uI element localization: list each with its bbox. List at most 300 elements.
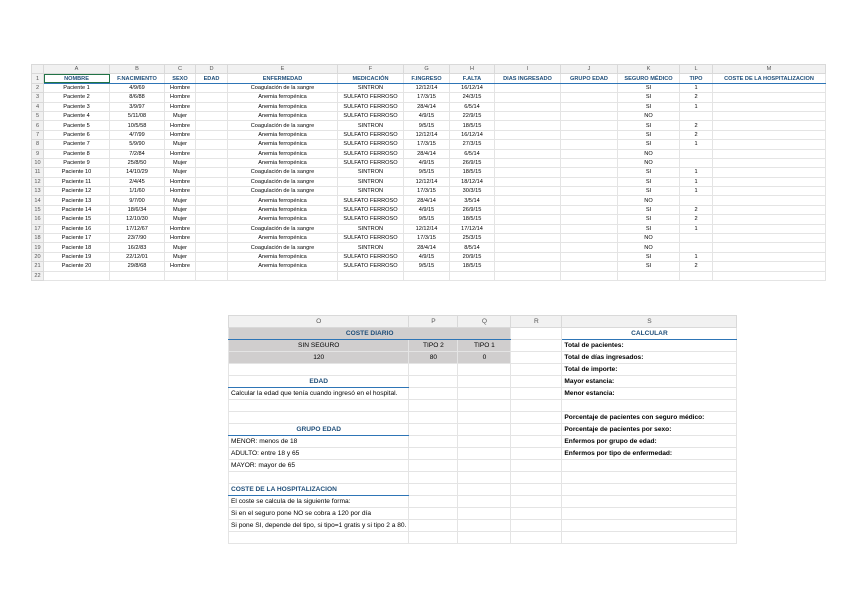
data-cell[interactable] xyxy=(713,93,826,102)
data-cell[interactable] xyxy=(713,196,826,205)
data-cell[interactable] xyxy=(196,205,228,214)
header-cell[interactable]: F.INGRESO xyxy=(404,74,450,83)
empty-cell[interactable] xyxy=(458,412,511,424)
data-cell[interactable]: Paciente 17 xyxy=(44,234,110,243)
data-cell[interactable]: 17/3/15 xyxy=(404,234,450,243)
empty-cell[interactable] xyxy=(409,424,458,436)
data-cell[interactable]: Anemia ferropénica xyxy=(228,111,338,120)
column-header-s[interactable]: S xyxy=(562,316,737,328)
data-cell[interactable] xyxy=(561,271,618,280)
empty-cell[interactable] xyxy=(511,532,562,544)
data-cell[interactable] xyxy=(495,224,561,233)
empty-cell[interactable] xyxy=(458,496,511,508)
data-cell[interactable]: Anemia ferropénica xyxy=(228,196,338,205)
data-cell[interactable]: SI xyxy=(618,83,680,92)
data-cell[interactable]: SI xyxy=(618,177,680,186)
empty-cell[interactable] xyxy=(458,508,511,520)
data-cell[interactable] xyxy=(110,271,165,280)
data-cell[interactable] xyxy=(196,130,228,139)
data-cell[interactable] xyxy=(618,271,680,280)
data-cell[interactable] xyxy=(561,234,618,243)
data-cell[interactable]: 1 xyxy=(680,140,713,149)
column-header-k[interactable]: K xyxy=(618,65,680,74)
column-header-o[interactable]: O xyxy=(229,316,409,328)
data-cell[interactable] xyxy=(495,205,561,214)
data-cell[interactable]: Coagulación de la sangre xyxy=(228,177,338,186)
empty-cell[interactable] xyxy=(458,460,511,472)
row-header[interactable]: 6 xyxy=(32,121,44,130)
empty-cell[interactable] xyxy=(458,472,511,484)
data-cell[interactable]: 25/3/15 xyxy=(450,234,495,243)
empty-cell[interactable] xyxy=(458,376,511,388)
edad-description[interactable]: Calcular la edad que tenía cuando ingresó en el hospital. xyxy=(229,388,409,400)
data-cell[interactable] xyxy=(561,205,618,214)
data-cell[interactable]: SULFATO FERROSO xyxy=(338,205,404,214)
row-header[interactable]: 1 xyxy=(32,74,44,83)
data-cell[interactable] xyxy=(196,262,228,271)
data-cell[interactable]: Hombre xyxy=(165,102,196,111)
data-cell[interactable]: Anemia ferropénica xyxy=(228,234,338,243)
data-cell[interactable] xyxy=(495,215,561,224)
data-cell[interactable] xyxy=(713,187,826,196)
data-cell[interactable]: Anemia ferropénica xyxy=(228,102,338,111)
select-all-corner[interactable] xyxy=(32,65,44,74)
data-cell[interactable] xyxy=(495,158,561,167)
data-cell[interactable] xyxy=(196,243,228,252)
data-cell[interactable] xyxy=(713,158,826,167)
calcular-item[interactable] xyxy=(562,400,737,412)
data-cell[interactable]: 14/10/29 xyxy=(110,168,165,177)
data-cell[interactable]: SULFATO FERROSO xyxy=(338,262,404,271)
data-cell[interactable]: 9/7/00 xyxy=(110,196,165,205)
data-cell[interactable]: Paciente 3 xyxy=(44,102,110,111)
data-cell[interactable]: SINTRON xyxy=(338,177,404,186)
edad-title[interactable]: EDAD xyxy=(229,376,409,388)
empty-cell[interactable] xyxy=(409,412,458,424)
data-cell[interactable] xyxy=(680,158,713,167)
data-cell[interactable]: SULFATO FERROSO xyxy=(338,149,404,158)
data-cell[interactable]: 3/5/14 xyxy=(450,196,495,205)
coste-hospitalizacion-title[interactable]: COSTE DE LA HOSPITALIZACION xyxy=(229,484,409,496)
data-cell[interactable]: 2 xyxy=(680,121,713,130)
column-header-p[interactable]: P xyxy=(409,316,458,328)
data-cell[interactable]: Mujer xyxy=(165,140,196,149)
grupo-item[interactable]: ADULTO: entre 18 y 65 xyxy=(229,448,409,460)
row-header[interactable]: 4 xyxy=(32,102,44,111)
data-cell[interactable] xyxy=(561,215,618,224)
data-cell[interactable]: SI xyxy=(618,102,680,111)
column-header-h[interactable]: H xyxy=(450,65,495,74)
calcular-item[interactable]: Porcentaje de pacientes por sexo: xyxy=(562,424,737,436)
data-cell[interactable]: 2 xyxy=(680,205,713,214)
empty-cell[interactable] xyxy=(409,400,458,412)
data-cell[interactable]: 2 xyxy=(680,262,713,271)
data-cell[interactable]: 5/11/08 xyxy=(110,111,165,120)
coste-line[interactable]: Si en el seguro pone NO se cobra a 120 por día xyxy=(229,508,409,520)
data-cell[interactable]: SI xyxy=(618,252,680,261)
calcular-item[interactable]: Total de días ingresados: xyxy=(562,352,737,364)
empty-cell[interactable] xyxy=(511,376,562,388)
data-cell[interactable]: Mujer xyxy=(165,196,196,205)
data-cell[interactable]: 18/5/15 xyxy=(450,262,495,271)
data-cell[interactable] xyxy=(495,93,561,102)
column-header-q[interactable]: Q xyxy=(458,316,511,328)
empty-cell[interactable] xyxy=(562,508,737,520)
data-cell[interactable]: Hombre xyxy=(165,121,196,130)
data-cell[interactable] xyxy=(196,234,228,243)
data-cell[interactable]: 1 xyxy=(680,187,713,196)
data-cell[interactable]: 16/12/14 xyxy=(450,130,495,139)
data-cell[interactable] xyxy=(713,215,826,224)
data-cell[interactable]: 4/9/15 xyxy=(404,111,450,120)
data-cell[interactable]: Mujer xyxy=(165,168,196,177)
grupo-edad-title[interactable]: GRUPO EDAD xyxy=(229,424,409,436)
data-cell[interactable]: Hombre xyxy=(165,177,196,186)
data-cell[interactable] xyxy=(495,83,561,92)
data-cell[interactable] xyxy=(561,177,618,186)
data-cell[interactable]: 17/12/14 xyxy=(450,224,495,233)
column-header-l[interactable]: L xyxy=(680,65,713,74)
data-cell[interactable] xyxy=(561,121,618,130)
data-cell[interactable]: 20/9/15 xyxy=(450,252,495,261)
data-cell[interactable]: SULFATO FERROSO xyxy=(338,102,404,111)
data-cell[interactable]: 1 xyxy=(680,83,713,92)
header-cell[interactable]: F.ALTA xyxy=(450,74,495,83)
data-cell[interactable] xyxy=(196,224,228,233)
data-cell[interactable]: SI xyxy=(618,205,680,214)
empty-cell[interactable] xyxy=(562,460,737,472)
empty-cell[interactable] xyxy=(562,532,737,544)
data-cell[interactable] xyxy=(196,93,228,102)
data-cell[interactable] xyxy=(561,149,618,158)
data-cell[interactable]: SULFATO FERROSO xyxy=(338,111,404,120)
data-cell[interactable]: Coagulación de la sangre xyxy=(228,224,338,233)
data-cell[interactable] xyxy=(196,215,228,224)
data-cell[interactable]: 2 xyxy=(680,93,713,102)
data-cell[interactable]: 27/3/15 xyxy=(450,140,495,149)
data-cell[interactable]: SI xyxy=(618,140,680,149)
data-cell[interactable]: NO xyxy=(618,234,680,243)
row-header[interactable]: 21 xyxy=(32,262,44,271)
data-cell[interactable]: Coagulación de la sangre xyxy=(228,83,338,92)
data-cell[interactable]: 17/12/67 xyxy=(110,224,165,233)
data-cell[interactable]: Paciente 5 xyxy=(44,121,110,130)
coste-header-cell[interactable]: TIPO 1 xyxy=(458,340,511,352)
data-cell[interactable]: 1 xyxy=(680,102,713,111)
header-cell[interactable]: SEGURO MÉDICO xyxy=(618,74,680,83)
header-cell[interactable]: TIPO xyxy=(680,74,713,83)
data-cell[interactable]: Anemia ferropénica xyxy=(228,252,338,261)
data-cell[interactable] xyxy=(404,271,450,280)
data-cell[interactable]: Anemia ferropénica xyxy=(228,158,338,167)
data-cell[interactable]: 28/4/14 xyxy=(404,196,450,205)
empty-cell[interactable] xyxy=(511,520,562,532)
header-cell[interactable]: ENFERMEDAD xyxy=(228,74,338,83)
data-cell[interactable]: SI xyxy=(618,130,680,139)
empty-cell[interactable] xyxy=(562,520,737,532)
data-cell[interactable] xyxy=(713,252,826,261)
data-cell[interactable] xyxy=(495,121,561,130)
data-cell[interactable] xyxy=(561,196,618,205)
header-cell[interactable]: SEXO xyxy=(165,74,196,83)
data-cell[interactable]: 6/5/14 xyxy=(450,149,495,158)
data-cell[interactable]: 30/3/15 xyxy=(450,187,495,196)
column-header-b[interactable]: B xyxy=(110,65,165,74)
data-cell[interactable] xyxy=(196,168,228,177)
data-cell[interactable] xyxy=(196,111,228,120)
data-cell[interactable] xyxy=(495,271,561,280)
column-header-d[interactable]: D xyxy=(196,65,228,74)
coste-line[interactable]: Si pone SI, depende del tipo, si tipo=1 gratis y si tipo 2 a 80. xyxy=(229,520,409,532)
data-cell[interactable]: 9/5/15 xyxy=(404,262,450,271)
coste-diario-title[interactable]: COSTE DIARIO xyxy=(229,328,511,340)
data-cell[interactable]: 26/9/15 xyxy=(450,158,495,167)
data-cell[interactable] xyxy=(713,177,826,186)
data-cell[interactable]: Paciente 6 xyxy=(44,130,110,139)
data-cell[interactable]: SULFATO FERROSO xyxy=(338,252,404,261)
empty-cell[interactable] xyxy=(511,508,562,520)
data-cell[interactable]: 6/5/14 xyxy=(450,102,495,111)
data-cell[interactable]: 3/9/97 xyxy=(110,102,165,111)
row-header[interactable]: 2 xyxy=(32,83,44,92)
empty-cell[interactable] xyxy=(562,496,737,508)
empty-cell[interactable] xyxy=(409,388,458,400)
data-cell[interactable]: Mujer xyxy=(165,243,196,252)
data-cell[interactable] xyxy=(196,196,228,205)
empty-cell[interactable] xyxy=(458,436,511,448)
data-cell[interactable] xyxy=(561,187,618,196)
data-cell[interactable]: Anemia ferropénica xyxy=(228,140,338,149)
empty-cell[interactable] xyxy=(458,424,511,436)
data-cell[interactable]: 4/9/15 xyxy=(404,252,450,261)
data-cell[interactable]: 25/8/50 xyxy=(110,158,165,167)
data-cell[interactable]: 8/5/14 xyxy=(450,243,495,252)
empty-cell[interactable] xyxy=(409,436,458,448)
data-cell[interactable]: SINTRON xyxy=(338,243,404,252)
data-cell[interactable]: Anemia ferropénica xyxy=(228,93,338,102)
header-cell[interactable]: DIAS INGRESADO xyxy=(495,74,561,83)
data-cell[interactable] xyxy=(196,252,228,261)
row-header[interactable]: 13 xyxy=(32,187,44,196)
data-cell[interactable] xyxy=(561,140,618,149)
empty-cell[interactable] xyxy=(511,484,562,496)
data-cell[interactable]: Anemia ferropénica xyxy=(228,262,338,271)
data-cell[interactable]: 18/5/15 xyxy=(450,168,495,177)
data-cell[interactable] xyxy=(713,243,826,252)
data-cell[interactable] xyxy=(196,187,228,196)
empty-cell[interactable] xyxy=(511,424,562,436)
data-cell[interactable] xyxy=(561,262,618,271)
data-cell[interactable] xyxy=(680,196,713,205)
data-cell[interactable]: NO xyxy=(618,196,680,205)
data-cell[interactable] xyxy=(196,83,228,92)
calcular-item[interactable]: Mayor estancia: xyxy=(562,376,737,388)
calcular-item[interactable]: Porcentaje de pacientes con seguro médico: xyxy=(562,412,737,424)
grupo-item[interactable]: MAYOR: mayor de 65 xyxy=(229,460,409,472)
column-header-j[interactable]: J xyxy=(561,65,618,74)
data-cell[interactable]: Hombre xyxy=(165,83,196,92)
data-cell[interactable] xyxy=(680,234,713,243)
empty-cell[interactable] xyxy=(562,472,737,484)
coste-value-cell[interactable]: 120 xyxy=(229,352,409,364)
row-header[interactable]: 5 xyxy=(32,111,44,120)
data-cell[interactable] xyxy=(561,102,618,111)
data-cell[interactable]: 16/2/83 xyxy=(110,243,165,252)
data-cell[interactable] xyxy=(495,262,561,271)
data-cell[interactable]: SINTRON xyxy=(338,187,404,196)
data-cell[interactable]: 28/4/14 xyxy=(404,102,450,111)
data-cell[interactable]: Paciente 7 xyxy=(44,140,110,149)
data-cell[interactable]: 9/5/15 xyxy=(404,215,450,224)
data-cell[interactable]: 22/9/15 xyxy=(450,111,495,120)
data-cell[interactable]: Coagulación de la sangre xyxy=(228,168,338,177)
data-cell[interactable]: 2 xyxy=(680,130,713,139)
data-cell[interactable] xyxy=(495,149,561,158)
data-cell[interactable] xyxy=(196,140,228,149)
data-cell[interactable] xyxy=(713,111,826,120)
data-cell[interactable]: Paciente 15 xyxy=(44,215,110,224)
row-header[interactable]: 3 xyxy=(32,93,44,102)
data-cell[interactable]: SI xyxy=(618,187,680,196)
empty-cell[interactable] xyxy=(511,496,562,508)
data-cell[interactable]: SULFATO FERROSO xyxy=(338,130,404,139)
data-cell[interactable]: Anemia ferropénica xyxy=(228,205,338,214)
calcular-item[interactable]: Menor estancia: xyxy=(562,388,737,400)
data-cell[interactable]: 7/2/84 xyxy=(110,149,165,158)
data-cell[interactable] xyxy=(495,177,561,186)
column-header-c[interactable]: C xyxy=(165,65,196,74)
data-cell[interactable]: SULFATO FERROSO xyxy=(338,215,404,224)
empty-cell[interactable] xyxy=(458,532,511,544)
data-cell[interactable]: Hombre xyxy=(165,234,196,243)
data-cell[interactable] xyxy=(495,140,561,149)
data-cell[interactable]: 2 xyxy=(680,215,713,224)
data-cell[interactable]: Paciente 19 xyxy=(44,252,110,261)
empty-cell[interactable] xyxy=(229,400,409,412)
data-cell[interactable] xyxy=(713,130,826,139)
data-cell[interactable] xyxy=(165,271,196,280)
column-header-a[interactable]: A xyxy=(44,65,110,74)
data-cell[interactable] xyxy=(495,168,561,177)
calcular-title[interactable]: CALCULAR xyxy=(562,328,737,340)
data-cell[interactable] xyxy=(495,130,561,139)
data-cell[interactable]: Coagulación de la sangre xyxy=(228,187,338,196)
data-cell[interactable]: Paciente 4 xyxy=(44,111,110,120)
data-cell[interactable]: Anemia ferropénica xyxy=(228,149,338,158)
header-cell[interactable]: NOMBRE xyxy=(44,74,110,83)
data-cell[interactable]: 1 xyxy=(680,252,713,261)
data-cell[interactable] xyxy=(561,93,618,102)
empty-cell[interactable] xyxy=(229,532,409,544)
empty-cell[interactable] xyxy=(409,364,458,376)
data-cell[interactable]: 2/4/45 xyxy=(110,177,165,186)
data-cell[interactable] xyxy=(713,262,826,271)
data-cell[interactable]: SULFATO FERROSO xyxy=(338,196,404,205)
data-cell[interactable]: SI xyxy=(618,93,680,102)
empty-cell[interactable] xyxy=(409,508,458,520)
coste-value-cell[interactable]: 80 xyxy=(409,352,458,364)
header-cell[interactable]: EDAD xyxy=(196,74,228,83)
empty-cell[interactable] xyxy=(511,472,562,484)
data-cell[interactable] xyxy=(495,187,561,196)
data-cell[interactable]: SI xyxy=(618,262,680,271)
data-cell[interactable] xyxy=(713,140,826,149)
data-cell[interactable]: 1/1/60 xyxy=(110,187,165,196)
data-cell[interactable]: 4/9/15 xyxy=(404,205,450,214)
data-cell[interactable] xyxy=(495,111,561,120)
data-cell[interactable] xyxy=(561,83,618,92)
data-cell[interactable]: 12/12/14 xyxy=(404,83,450,92)
calcular-item[interactable]: Total de pacientes: xyxy=(562,340,737,352)
data-cell[interactable]: 17/3/15 xyxy=(404,140,450,149)
header-cell[interactable]: F.NACIMIENTO xyxy=(110,74,165,83)
data-cell[interactable] xyxy=(228,271,338,280)
data-cell[interactable]: Paciente 18 xyxy=(44,243,110,252)
data-cell[interactable] xyxy=(561,130,618,139)
empty-cell[interactable] xyxy=(562,484,737,496)
data-cell[interactable]: Anemia ferropénica xyxy=(228,130,338,139)
coste-header-cell[interactable]: SIN SEGURO xyxy=(229,340,409,352)
data-cell[interactable]: Hombre xyxy=(165,187,196,196)
data-cell[interactable] xyxy=(561,111,618,120)
data-cell[interactable]: 12/12/14 xyxy=(404,224,450,233)
empty-cell[interactable] xyxy=(409,460,458,472)
data-cell[interactable]: SINTRON xyxy=(338,224,404,233)
data-cell[interactable]: 18/12/14 xyxy=(450,177,495,186)
empty-cell[interactable] xyxy=(458,484,511,496)
empty-cell[interactable] xyxy=(229,412,409,424)
data-cell[interactable]: 9/5/15 xyxy=(404,121,450,130)
header-cell[interactable]: GRUPO EDAD xyxy=(561,74,618,83)
row-header[interactable]: 9 xyxy=(32,149,44,158)
data-cell[interactable] xyxy=(44,271,110,280)
data-cell[interactable]: 18/6/34 xyxy=(110,205,165,214)
data-cell[interactable]: Mujer xyxy=(165,158,196,167)
empty-cell[interactable] xyxy=(458,448,511,460)
data-cell[interactable]: SI xyxy=(618,215,680,224)
data-cell[interactable]: Paciente 20 xyxy=(44,262,110,271)
data-cell[interactable] xyxy=(495,243,561,252)
row-header[interactable]: 18 xyxy=(32,234,44,243)
data-cell[interactable]: Hombre xyxy=(165,130,196,139)
data-cell[interactable] xyxy=(196,177,228,186)
data-cell[interactable] xyxy=(495,234,561,243)
data-cell[interactable]: Mujer xyxy=(165,252,196,261)
data-cell[interactable]: 17/3/15 xyxy=(404,187,450,196)
data-cell[interactable] xyxy=(196,102,228,111)
data-cell[interactable] xyxy=(495,196,561,205)
row-header[interactable]: 10 xyxy=(32,158,44,167)
empty-cell[interactable] xyxy=(409,520,458,532)
data-cell[interactable]: Hombre xyxy=(165,224,196,233)
data-cell[interactable]: SI xyxy=(618,224,680,233)
data-cell[interactable] xyxy=(196,149,228,158)
row-header[interactable]: 11 xyxy=(32,168,44,177)
row-header[interactable]: 20 xyxy=(32,252,44,261)
data-cell[interactable] xyxy=(450,271,495,280)
data-cell[interactable]: 29/8/68 xyxy=(110,262,165,271)
data-cell[interactable]: 12/12/14 xyxy=(404,130,450,139)
calcular-item[interactable]: Enfermos por tipo de enfermedad: xyxy=(562,448,737,460)
data-cell[interactable]: SI xyxy=(618,121,680,130)
row-header[interactable]: 22 xyxy=(32,271,44,280)
data-cell[interactable] xyxy=(713,121,826,130)
calcular-item[interactable]: Total de importe: xyxy=(562,364,737,376)
empty-cell[interactable] xyxy=(229,472,409,484)
data-cell[interactable]: Paciente 2 xyxy=(44,93,110,102)
data-cell[interactable]: NO xyxy=(618,149,680,158)
data-cell[interactable]: Hombre xyxy=(165,149,196,158)
